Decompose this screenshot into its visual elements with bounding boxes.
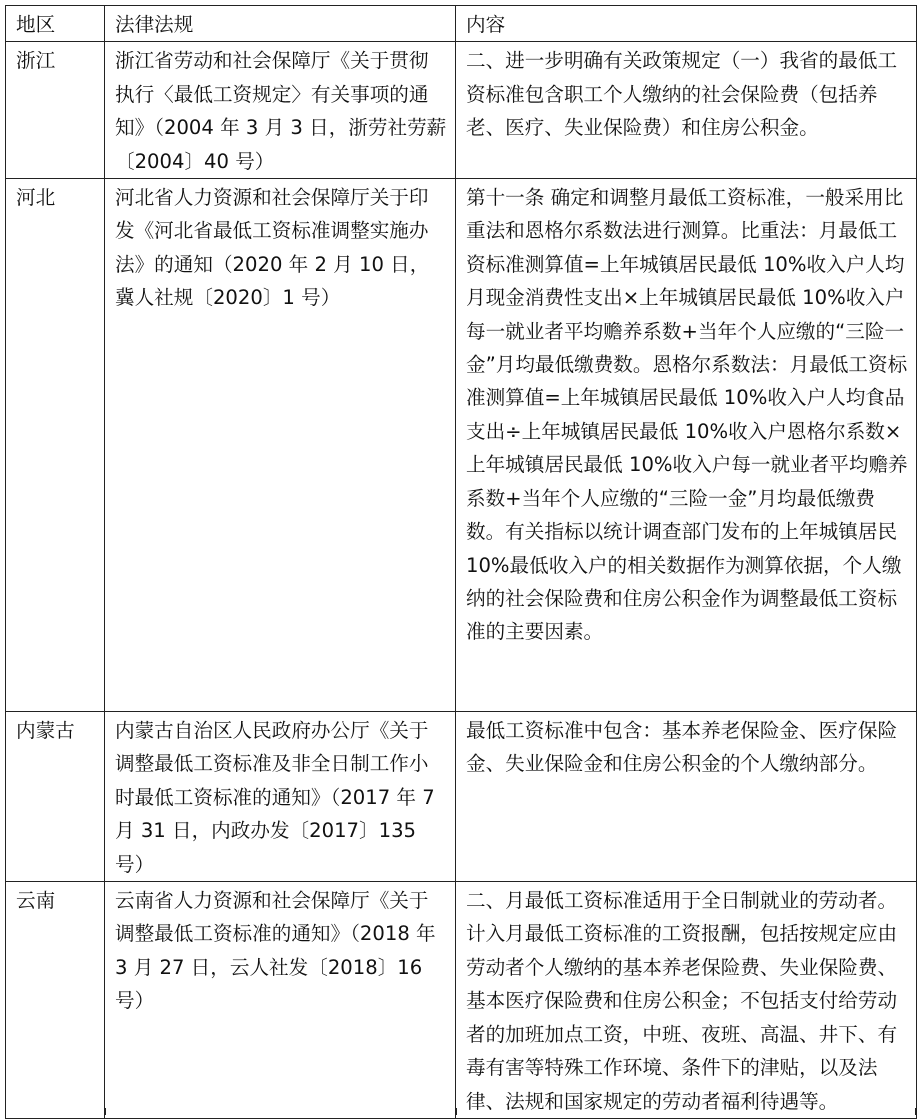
- regulation-table: [5, 5, 917, 1119]
- content-cell: 二、进一步明确有关政策规定（一）我省的最低工资标准包含职工个人缴纳的社会保险费（包括养老、医疗、失业保险费）和住房公积金。: [456, 42, 917, 179]
- region-cell: 云南: [6, 882, 105, 1119]
- column-divider: [456, 1108, 457, 1115]
- content-cell: 最低工资标准中包含：基本养老保险金、医疗保险金、失业保险金和住房公积金的个人缴纳部分。: [456, 712, 917, 882]
- region-cell: 浙江: [6, 42, 105, 179]
- table-row: [6, 179, 917, 712]
- header-law: 法律法规: [105, 6, 456, 42]
- content-cell: 二、月最低工资标准适用于全日制就业的劳动者。计入月最低工资标准的工资报酬，包括按规定应由劳动者个人缴纳的基本养老保险费、失业保险费、基本医疗保险费和住房公积金；不包括支付给劳动者的加班加点工资，中班、夜班、高温、井下、有毒有害等特殊工作环境、条件下的津贴，以及法律、法规和国家规定的劳动者福利待遇等。: [456, 882, 917, 1119]
- table-row: [6, 42, 917, 179]
- region-cell: 内蒙古: [6, 712, 105, 882]
- column-divider: [105, 1108, 106, 1115]
- header-content: 内容: [456, 6, 917, 42]
- next-row-edge: [5, 1108, 916, 1115]
- content-cell: 第十一条 确定和调整月最低工资标准，一般采用比重法和恩格尔系数法进行测算。比重法：月最低工资标准测算值=上年城镇居民最低 10%收入户人均月现金消费性支出×上年城镇居民最低 10%收入户每一就业者平均赡养系数+当年个人应缴的“三险一金”月均最低缴费数。恩格尔系数法：月最低工资标准测算值=上年城镇居民最低 10%收入户人均食品支出÷上年城镇居民最低 10%收入户恩格尔系数×上年城镇居民最低 10%收入户每一就业者平均赡养系数+当年个人应缴的“三险一金”月均最低缴费数。有关指标以统计调查部门发布的上年城镇居民 10%最低收入户的相关数据作为测算依据，个人缴纳的社会保险费和住房公积金作为调整最低工资标准的主要因素。: [456, 179, 917, 712]
- table-header-row: [6, 6, 917, 42]
- table-row: [6, 882, 917, 1119]
- header-region: 地区: [6, 6, 105, 42]
- law-cell: 云南省人力资源和社会保障厅《关于调整最低工资标准的通知》（2018 年 3 月 27 日，云人社发〔2018〕16 号）: [105, 882, 456, 1119]
- law-cell: 内蒙古自治区人民政府办公厅《关于调整最低工资标准及非全日制工作小时最低工资标准的通知》（2017 年 7 月 31 日，内政办发〔2017〕135 号）: [105, 712, 456, 882]
- law-cell: 浙江省劳动和社会保障厅《关于贯彻执行〈最低工资规定〉有关事项的通知》（2004 年 3 月 3 日，浙劳社劳薪〔2004〕40 号）: [105, 42, 456, 179]
- table-row: [6, 712, 917, 882]
- law-cell: 河北省人力资源和社会保障厅关于印发《河北省最低工资标准调整实施办法》的通知（2020 年 2 月 10 日，冀人社规〔2020〕1 号）: [105, 179, 456, 712]
- region-cell: 河北: [6, 179, 105, 712]
